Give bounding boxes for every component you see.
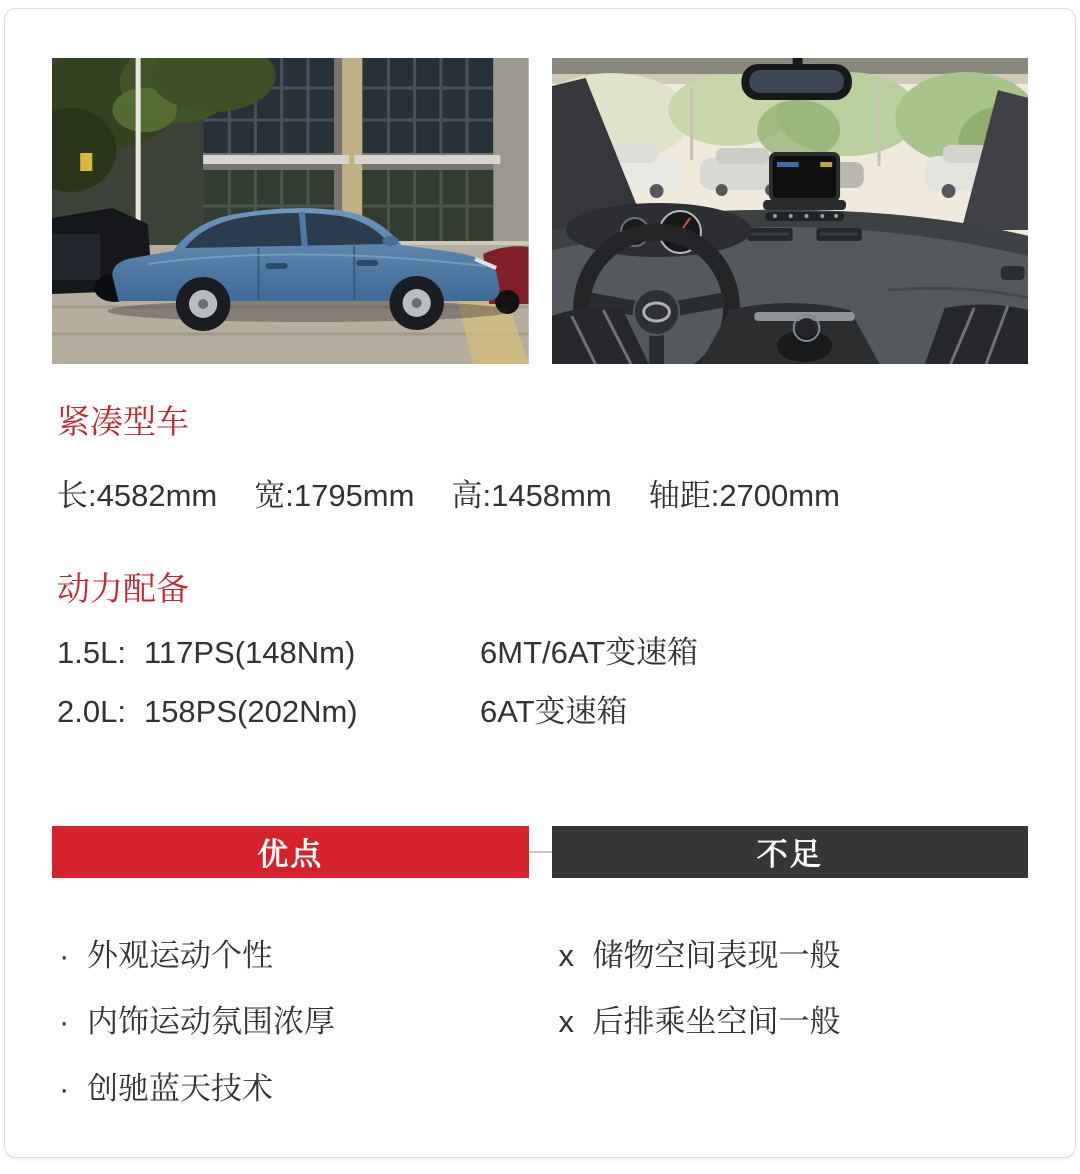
engine-row-15l [57, 634, 1028, 671]
x-mark-icon: x [558, 1004, 574, 1040]
photo-gallery [52, 58, 1028, 364]
engine-output: 117PS(148Nm) [143, 634, 356, 670]
pros-header-banner [52, 826, 529, 878]
engine-row-20l [57, 693, 1028, 730]
x-mark-icon: x [558, 937, 574, 973]
bullet-icon: · [59, 937, 70, 973]
engine-output: 158PS(202Nm) [143, 693, 358, 729]
dimension-width: 宽:1795mm [254, 478, 415, 514]
pros-item-text: 内饰运动氛围浓厚 [87, 1004, 335, 1040]
transmission-label: 6AT变速箱 [480, 693, 628, 729]
bullet-icon: · [59, 1070, 70, 1106]
exterior-photo-illustration [52, 58, 529, 364]
engine-spec [57, 634, 480, 671]
bullet-icon: · [59, 1004, 70, 1040]
cons-header-banner [552, 826, 1029, 878]
exterior-photo[interactable] [52, 58, 529, 364]
category-title: 紧凑型车 [57, 403, 189, 440]
dimension-length: 长:4582mm [57, 478, 218, 514]
engine-spec [57, 693, 480, 730]
cons-item [552, 1002, 1029, 1042]
powertrain-title: 动力配备 [57, 570, 189, 608]
cons-header-label: 不足 [756, 837, 823, 873]
pros-item-text: 创驰蓝天技术 [87, 1070, 273, 1106]
dimension-wheelbase: 轴距:2700mm [648, 478, 840, 514]
engine-label: 1.5L: [57, 634, 126, 670]
pros-item [52, 1002, 529, 1042]
pros-item [52, 1069, 529, 1109]
pros-item [52, 936, 529, 976]
dimension-height: 高:1458mm [451, 478, 612, 514]
transmission-label: 6MT/6AT变速箱 [480, 634, 699, 670]
car-summary-card [4, 8, 1076, 1158]
pros-header-label: 优点 [257, 837, 324, 873]
pros-list [52, 936, 529, 1135]
interior-photo[interactable] [552, 58, 1029, 364]
cons-item [552, 936, 1029, 976]
cons-item-text: 储物空间表现一般 [592, 937, 841, 973]
cons-list [552, 936, 1029, 1135]
interior-photo-illustration [552, 58, 1029, 364]
pros-cons-lists [52, 936, 1028, 1135]
cons-item-text: 后排乘坐空间一般 [592, 1004, 841, 1040]
engine-label: 2.0L: [57, 693, 126, 729]
dimensions-row [57, 470, 1028, 515]
pros-cons-header [52, 826, 1028, 878]
pros-item-text: 外观运动个性 [87, 937, 273, 973]
